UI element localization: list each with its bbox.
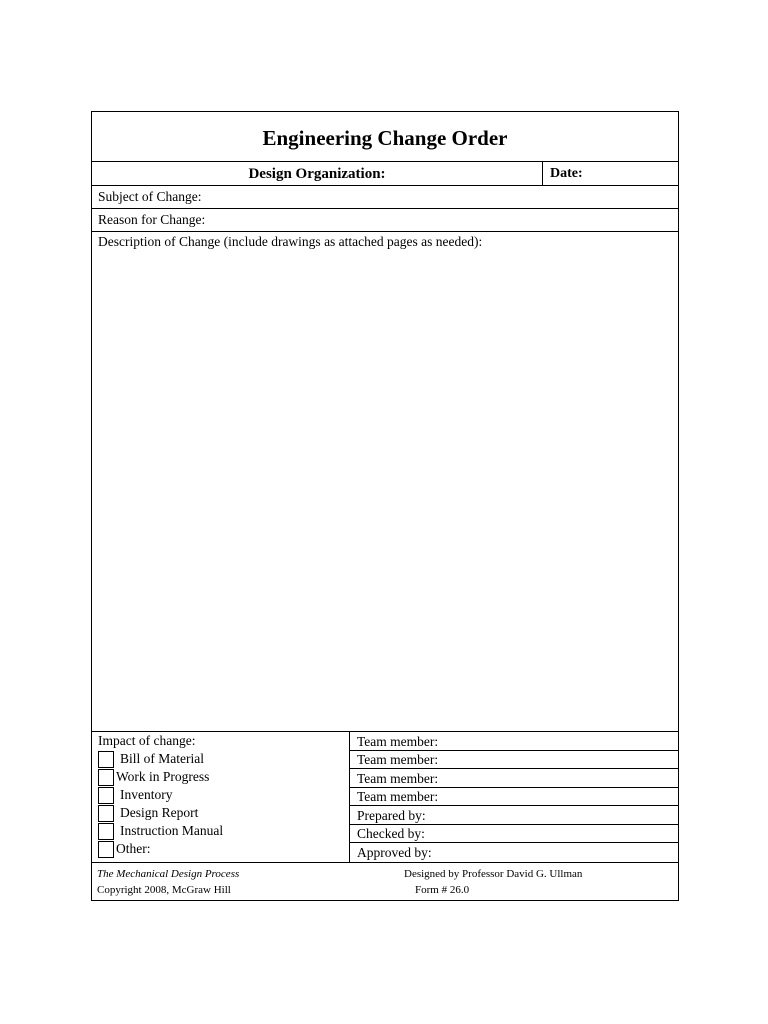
- inventory-label: Inventory: [120, 787, 173, 802]
- other-checkbox[interactable]: [98, 841, 114, 858]
- bill-of-material-checkbox[interactable]: [98, 751, 114, 768]
- engineering-change-order-form: [91, 111, 679, 901]
- team-member-field-3[interactable]: Team member:: [350, 769, 678, 788]
- description-label: Description of Change (include drawings as attached pages as needed):: [98, 234, 483, 249]
- other-label: Other:: [116, 841, 151, 856]
- impact-label: Impact of change:: [98, 733, 196, 748]
- signoff-section: [350, 732, 678, 862]
- design-report-label: Design Report: [120, 805, 199, 820]
- design-report-checkbox[interactable]: [98, 805, 114, 822]
- work-in-progress-label: Work in Progress: [116, 769, 210, 784]
- book-title: The Mechanical Design Process: [97, 868, 240, 880]
- design-organization-field[interactable]: Design Organization:: [92, 162, 543, 185]
- impact-of-change-section: [92, 732, 350, 862]
- checked-by-field[interactable]: Checked by:: [350, 824, 678, 843]
- designer-credit: Designed by Professor David G. Ullman: [404, 868, 583, 880]
- team-member-field-2[interactable]: Team member:: [350, 750, 678, 769]
- organization-date-row: [92, 162, 678, 186]
- approved-by-field[interactable]: Approved by:: [357, 845, 432, 860]
- work-in-progress-checkbox[interactable]: [98, 769, 114, 786]
- reason-for-change-field[interactable]: Reason for Change:: [92, 209, 678, 232]
- team-member-field-4[interactable]: Team member:: [350, 787, 678, 806]
- prepared-by-field[interactable]: Prepared by:: [350, 806, 678, 825]
- form-title: Engineering Change Order: [92, 112, 678, 162]
- form-number: Form # 26.0: [415, 884, 470, 896]
- copyright: Copyright 2008, McGraw Hill: [97, 884, 231, 896]
- bill-of-material-label: Bill of Material: [120, 751, 204, 766]
- inventory-checkbox[interactable]: [98, 787, 114, 804]
- team-member-field-1[interactable]: Team member:: [350, 732, 678, 751]
- instruction-manual-label: Instruction Manual: [120, 823, 224, 838]
- description-of-change-field[interactable]: [92, 232, 678, 732]
- instruction-manual-checkbox[interactable]: [98, 823, 114, 840]
- subject-of-change-field[interactable]: Subject of Change:: [92, 186, 678, 209]
- form-footer: [92, 862, 678, 901]
- date-field[interactable]: Date:: [550, 166, 583, 181]
